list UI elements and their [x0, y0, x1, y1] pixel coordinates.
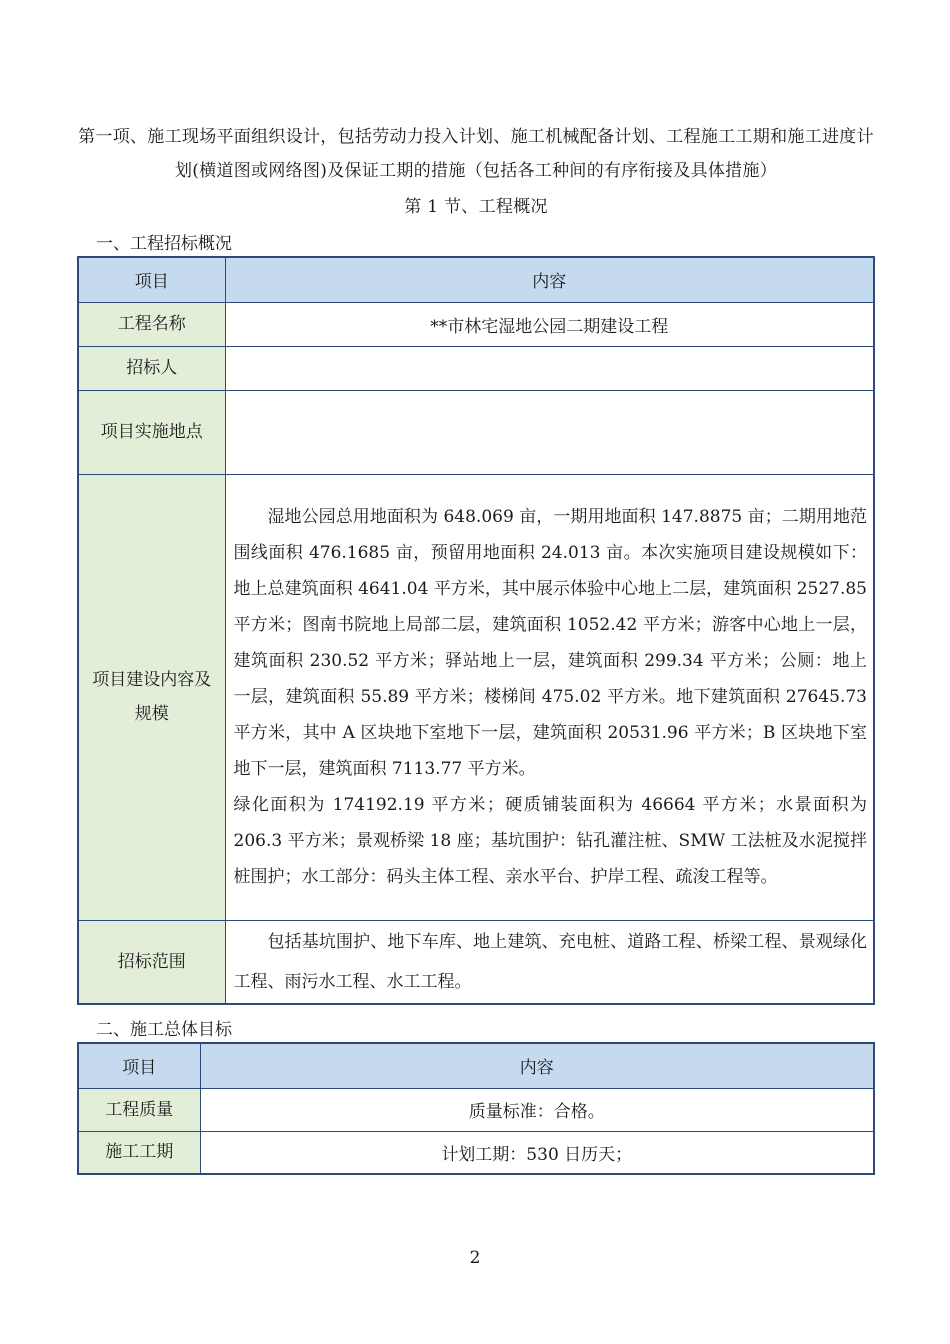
page-number: 2	[469, 1248, 481, 1268]
table-header-row	[78, 257, 874, 302]
header-cell-content: 内容	[225, 257, 874, 302]
construction-goals-table	[77, 1042, 875, 1175]
scale-paragraph-1: 湿地公园总用地面积为 648.069 亩，一期用地面积 147.8875 亩；二期用地范围线面积 476.1685 亩，预留用地面积 24.013 亩。本次实施项目建设规模如下：地上总建筑面积 4641.04 平方米，其中展示体验中心地上二层，建筑面积 2527.85 平方米；图南书院地上局部二层，建筑面积 1052.42 平方米；游客中心地上一层，建筑面积 230.52 平方米；驿站地上一层，建筑面积 299.34 平方米；公厕：地上一层，建筑面积 55.89 平方米；楼梯间 475.02 平方米。地下建筑面积 27645.73 平方米，其中 A 区块地下室地下一层，建筑面积 20531.96 平方米；B 区块地下室地下一层，建筑面积 7113.77 平方米。	[233, 507, 867, 779]
table-row	[78, 474, 874, 920]
header-cell-item: 项目	[78, 257, 225, 302]
section1-title: 一、工程招标概况	[96, 234, 232, 254]
table-row	[78, 1131, 874, 1174]
table-row	[78, 920, 874, 1004]
table-header-row	[78, 1043, 874, 1088]
row-value-duration: 计划工期：530 日历天；	[200, 1131, 874, 1174]
row-label-tenderer: 招标人	[78, 346, 225, 390]
row-value-bid-scope	[225, 920, 874, 1004]
bid-scope-text: 包括基坑围护、地下车库、地上建筑、充电桩、道路工程、桥梁工程、景观绿化工程、雨污水工程、水工工程。	[233, 931, 867, 992]
section-heading: 第 1 节、工程概况	[404, 197, 548, 217]
row-value-location	[225, 390, 874, 474]
table-row	[78, 390, 874, 474]
table-row	[78, 346, 874, 390]
header-cell-item: 项目	[78, 1043, 200, 1088]
row-label-bid-scope: 招标范围	[78, 920, 225, 1004]
document-heading: 第一项、施工现场平面组织设计，包括劳动力投入计划、施工机械配备计划、工程施工工期和施工进度计划(横道图或网络图)及保证工期的措施（包括各工种间的有序衔接及具体措施）	[78, 127, 874, 181]
row-label-duration: 施工工期	[78, 1131, 200, 1174]
row-label-scope-scale: 项目建设内容及规模	[78, 474, 225, 920]
table-row	[78, 302, 874, 346]
row-value-quality: 质量标准：合格。	[200, 1088, 874, 1131]
scale-paragraph-2: 绿化面积为 174192.19 平方米；硬质铺装面积为 46664 平方米；水景面积为 206.3 平方米；景观桥梁 18 座；基坑围护：钻孔灌注桩、SMW 工法桩及水泥搅拌桩围护；水工部分：码头主体工程、亲水平台、护岸工程、疏浚工程等。	[233, 795, 867, 887]
row-value-project-name: **市林宅湿地公园二期建设工程	[225, 302, 874, 346]
table-row	[78, 1088, 874, 1131]
row-value-tenderer	[225, 346, 874, 390]
header-cell-content: 内容	[200, 1043, 874, 1088]
row-value-scope-scale	[225, 474, 874, 920]
section2-title: 二、施工总体目标	[96, 1020, 232, 1040]
row-label-quality: 工程质量	[78, 1088, 200, 1131]
row-label-project-name: 工程名称	[78, 302, 225, 346]
row-label-location: 项目实施地点	[78, 390, 225, 474]
bid-overview-table	[77, 256, 875, 1005]
